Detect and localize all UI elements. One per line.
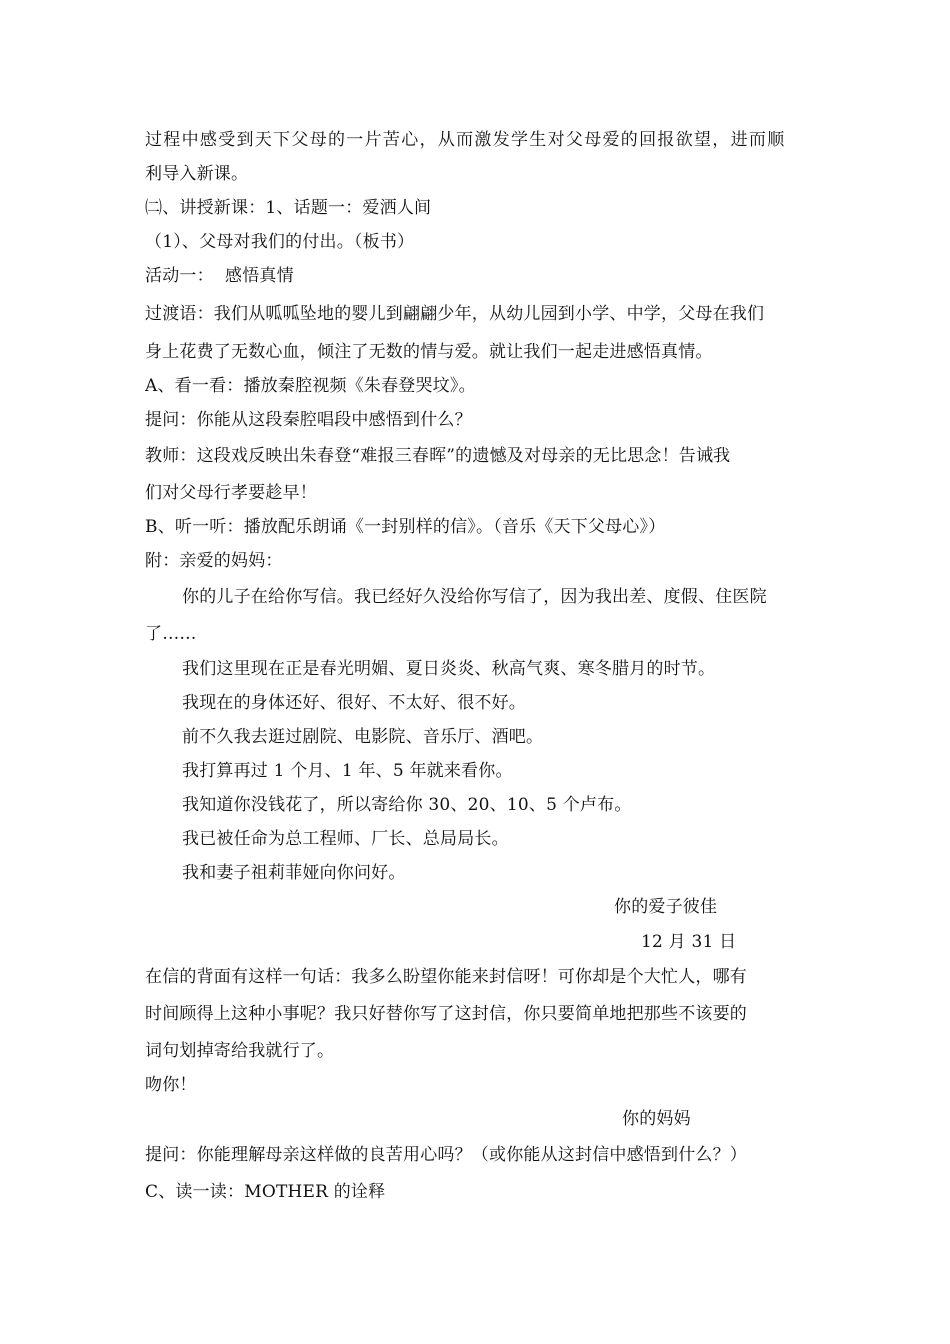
letter-line: 我打算再过 1 个月、1 年、5 年就来看你。: [182, 761, 513, 781]
letter-signature: 你的爱子彼佳: [614, 897, 718, 917]
paragraph-line: 过程中感受到天下父母的一片苦心，从而激发学生对父母爱的回报欲望，进而顺: [145, 130, 786, 150]
letter-line: 我知道你没钱花了，所以寄给你 30、20、10、5 个卢布。: [182, 795, 632, 815]
letter-line: 了……: [145, 624, 197, 644]
letter-signature: 你的妈妈: [622, 1109, 691, 1129]
letter-line: 我们这里现在正是春光明媚、夏日炎炎、秋高气爽、寒冬腊月的时节。: [182, 659, 716, 679]
paragraph-line: C、读一读：MOTHER 的诠释: [145, 1182, 386, 1202]
paragraph-line: 在信的背面有这样一句话：我多么盼望你能来封信呀！可你却是个大忙人，哪有: [145, 967, 747, 987]
paragraph-line: 们对父母行孝要趁早！: [145, 483, 317, 503]
paragraph-line: 教师：这段戏反映出朱春登“难报三春晖”的遗憾及对母亲的无比思念！告诫我: [145, 446, 731, 466]
subsection-heading: （1）、父母对我们的付出。（板书）: [145, 232, 415, 252]
paragraph-line: 时间顾得上这种小事呢？我只好替你写了这封信，你只要简单地把那些不该要的: [145, 1004, 747, 1024]
section-heading: ㈡、讲授新课：1、话题一：爱洒人间: [145, 198, 432, 218]
paragraph-line: 过渡语：我们从呱呱坠地的婴儿到翩翩少年，从幼儿园到小学、中学，父母在我们: [145, 304, 765, 324]
letter-line: 我和妻子祖莉菲娅向你问好。: [182, 863, 406, 883]
paragraph-line: A、看一看：播放秦腔视频《朱春登哭坟》。: [145, 376, 476, 396]
paragraph-line: 词句划掉寄给我就行了。: [145, 1041, 335, 1061]
paragraph-line: B、听一听：播放配乐朗诵《一封别样的信》。（音乐《天下父母心》）: [145, 517, 666, 537]
letter-line: 我现在的身体还好、很好、不太好、很不好。: [182, 693, 526, 713]
paragraph-line: 利导入新课。: [145, 164, 249, 184]
letter-salutation: 附：亲爱的妈妈：: [145, 551, 283, 571]
paragraph-line: 身上花费了无数心血，倾注了无数的情与爱。就让我们一起走进感悟真情。: [145, 342, 713, 362]
question-line: 提问：你能从这段秦腔唱段中感悟到什么？: [145, 410, 472, 430]
paragraph-line: 吻你！: [145, 1075, 197, 1095]
question-line: 提问：你能理解母亲这样做的良苦用心吗？（或你能从这封信中感悟到什么？）: [145, 1145, 747, 1165]
letter-line: 前不久我去逛过剧院、电影院、音乐厅、酒吧。: [182, 727, 544, 747]
letter-line: 我已被任命为总工程师、厂长、总局局长。: [182, 829, 509, 849]
letter-line: 你的儿子在给你写信。我已经好久没给你写信了，因为我出差、度假、住医院: [182, 587, 767, 607]
activity-heading: 活动一： 感悟真情: [145, 266, 294, 286]
letter-date: 12 月 31 日: [641, 932, 737, 952]
